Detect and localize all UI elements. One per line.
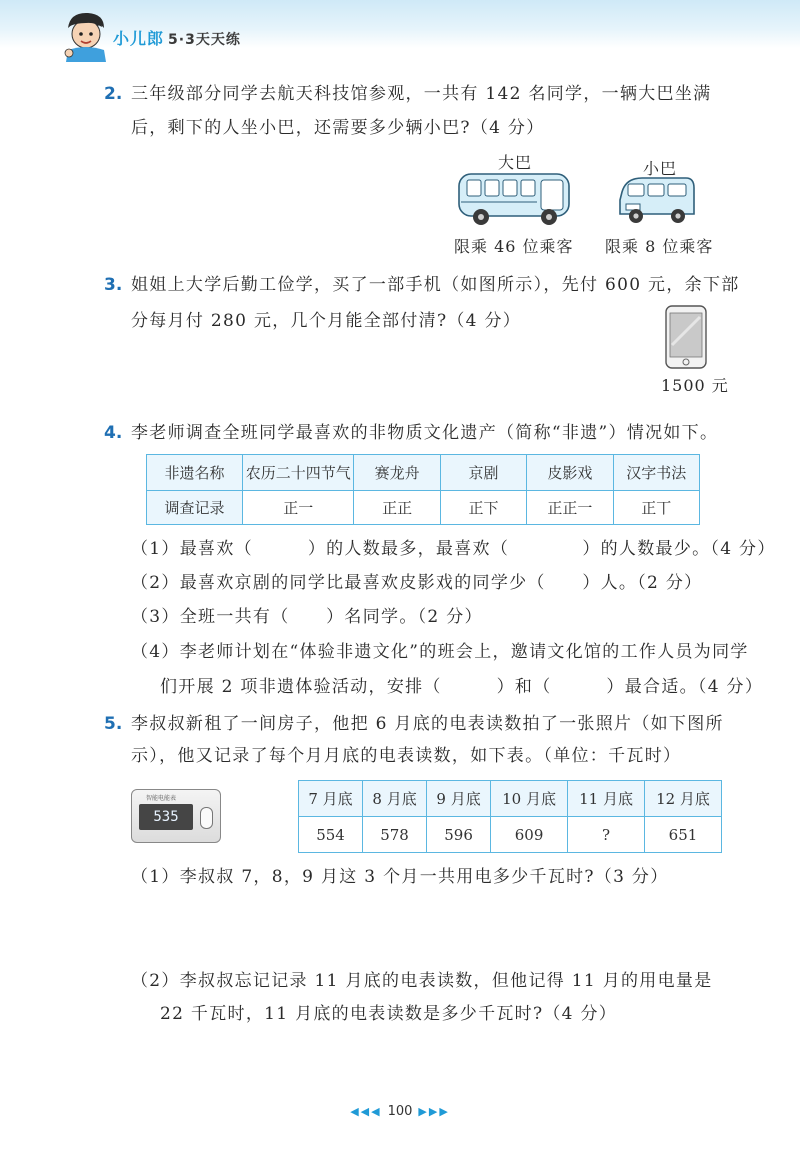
question-4-sub-1: （1）最喜欢（ ）的人数最多，最喜欢（ ）的人数最少。（4 分）: [131, 539, 776, 559]
meter-brand-label: 智能电能表: [146, 795, 177, 802]
table-cell: 11 月底: [568, 781, 645, 817]
question-4-number: 4.: [104, 423, 123, 443]
table-cell: 609: [491, 817, 568, 853]
brand-title: [113, 26, 241, 49]
small-bus-icon: [616, 174, 698, 228]
boy-mascot-icon: [60, 10, 110, 62]
table-cell: 正一: [243, 491, 354, 525]
table-header-row: [147, 455, 700, 491]
left-arrows-icon: ◀◀◀: [350, 1105, 382, 1118]
table-cell: 651: [645, 817, 722, 853]
table-header-row: [299, 781, 722, 817]
table-cell: 596: [427, 817, 491, 853]
question-4-sub-3: （3）全班一共有（ ）名同学。（2 分）: [131, 607, 483, 627]
question-3-number: 3.: [104, 275, 123, 295]
table-cell: 正正一: [527, 491, 613, 525]
table-cell: 汉字书法: [613, 455, 699, 491]
table-cell: 10 月底: [491, 781, 568, 817]
page-number: 100: [387, 1104, 413, 1119]
meter-readings-table: [298, 780, 722, 853]
small-bus-caption: 限乘 8 位乘客: [605, 237, 714, 256]
table-row: [147, 491, 700, 525]
brand-name: 小儿郎: [113, 29, 165, 48]
question-4-sub-4-line-2: 们开展 2 项非遗体验活动，安排（ ）和（ ）最合适。（4 分）: [160, 677, 764, 697]
series-name: 5·3天天练: [168, 32, 241, 48]
heritage-survey-table: [146, 454, 700, 525]
electric-meter-photo: [131, 789, 221, 843]
table-cell: 578: [363, 817, 427, 853]
table-cell: ?: [568, 817, 645, 853]
table-cell: 9 月底: [427, 781, 491, 817]
page-footer: [0, 1104, 800, 1119]
question-4-sub-2: （2）最喜欢京剧的同学比最喜欢皮影戏的同学少（ ）人。（2 分）: [131, 573, 703, 593]
table-cell: 12 月底: [645, 781, 722, 817]
table-cell: 7 月底: [299, 781, 363, 817]
table-cell: 赛龙舟: [354, 455, 440, 491]
table-cell: 554: [299, 817, 363, 853]
phone-price: 1500 元: [661, 376, 729, 395]
table-cell: 京剧: [440, 455, 526, 491]
right-arrows-icon: ▶▶▶: [418, 1105, 450, 1118]
big-bus-label: 大巴: [498, 153, 533, 172]
big-bus-icon: [457, 170, 573, 228]
table-cell: 8 月底: [363, 781, 427, 817]
table-cell: 正丅: [613, 491, 699, 525]
table-cell: 调查记录: [147, 491, 243, 525]
question-5-sub-2-line-1: （2）李叔叔忘记记录 11 月底的电表读数，但他记得 11 月的用电量是: [131, 971, 713, 991]
table-cell: 非遗名称: [147, 455, 243, 491]
question-2-line-2: 后，剩下的人坐小巴，还需要多少辆小巴?（4 分）: [131, 118, 545, 138]
meter-button-icon: [200, 807, 213, 829]
question-5-line-1: 李叔叔新租了一间房子，他把 6 月底的电表读数拍了一张照片（如下图所: [131, 714, 724, 734]
big-bus-caption: 限乘 46 位乘客: [454, 237, 574, 256]
question-2-number: 2.: [104, 84, 123, 104]
question-4-intro: 李老师调查全班同学最喜欢的非物质文化遗产（简称“非遗”）情况如下。: [131, 423, 719, 443]
question-4-sub-4-line-1: （4）李老师计划在“体验非遗文化”的班会上，邀请文化馆的工作人员为同学: [131, 642, 749, 662]
question-5-line-2: 示），他又记录了每个月月底的电表读数，如下表。（单位：千瓦时）: [131, 746, 682, 766]
table-cell: 农历二十四节气: [243, 455, 354, 491]
question-5-sub-2-line-2: 22 千瓦时，11 月底的电表读数是多少千瓦时?（4 分）: [160, 1004, 618, 1024]
question-5-number: 5.: [104, 714, 123, 734]
question-2-line-1: 三年级部分同学去航天科技馆参观，一共有 142 名同学，一辆大巴坐满: [131, 84, 712, 104]
table-cell: 皮影戏: [527, 455, 613, 491]
table-row: [299, 817, 722, 853]
question-5-sub-1: （1）李叔叔 7，8，9 月这 3 个月一共用电多少千瓦时?（3 分）: [131, 867, 669, 887]
table-cell: 正正: [354, 491, 440, 525]
phone-icon: [664, 305, 708, 369]
meter-reading-display: 535: [139, 804, 193, 830]
table-cell: 正下: [440, 491, 526, 525]
question-3-line-1: 姐姐上大学后勤工俭学，买了一部手机（如图所示），先付 600 元，余下部: [131, 275, 740, 295]
small-bus-label: 小巴: [643, 159, 678, 178]
question-3-line-2: 分每月付 280 元，几个月能全部付清?（4 分）: [131, 311, 522, 331]
